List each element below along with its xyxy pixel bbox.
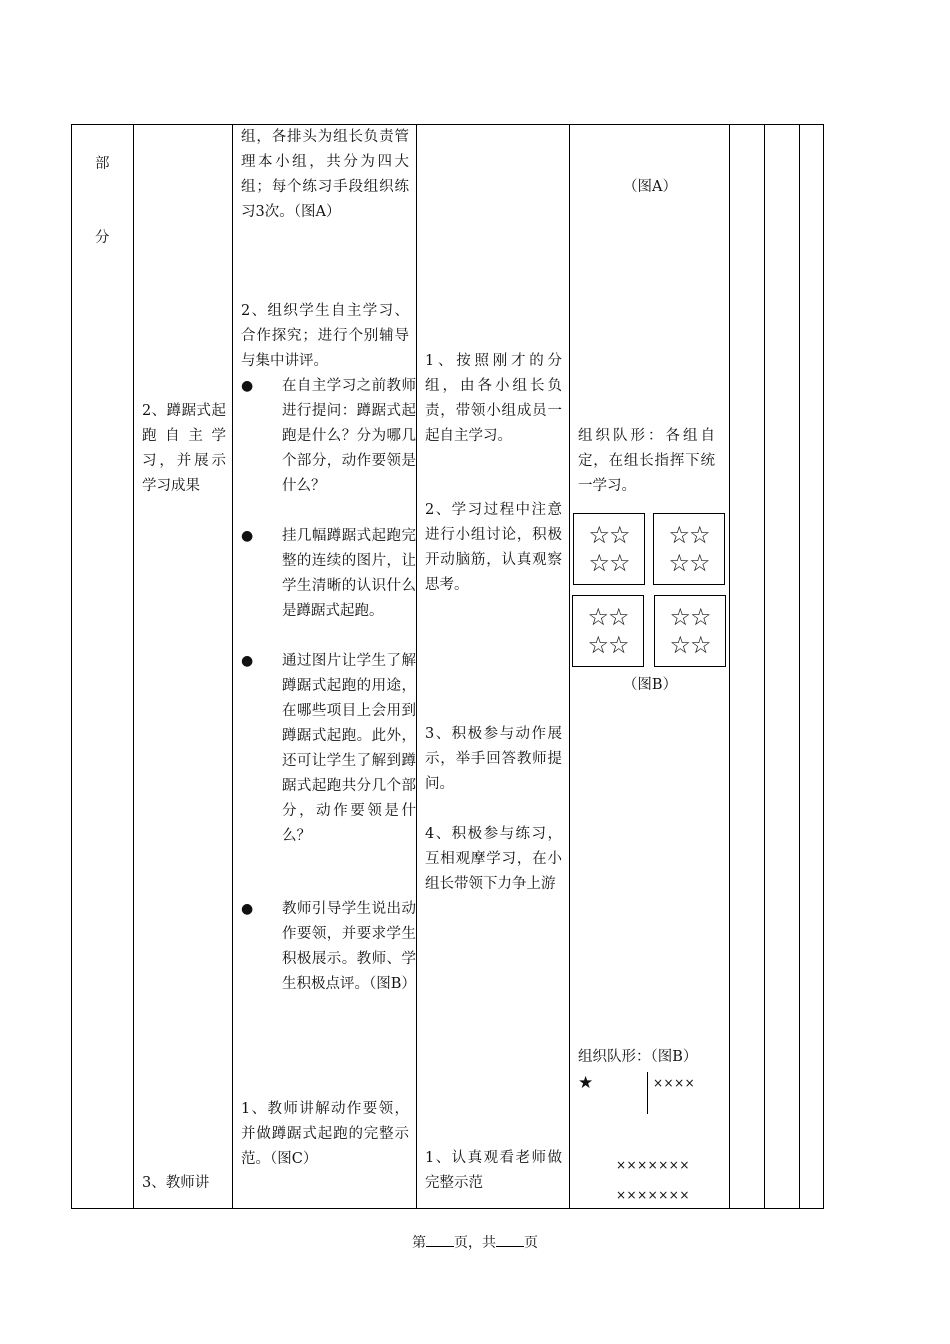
star-row: ☆☆: [588, 521, 630, 549]
bullet-dot-icon: ●: [241, 901, 254, 917]
bullet-text: 挂几幅蹲踞式起跑完整的连续的图片，让学生清晰的认识什么是蹲踞式起跑。: [282, 528, 416, 619]
bullet-dot-icon: ●: [241, 528, 254, 544]
formation-caption-2: 组织队形：（图B）: [578, 1049, 698, 1065]
formation-description: 组织队形：各组自定，在组长指挥下统一学习。: [578, 428, 715, 494]
content-column: [134, 125, 233, 1209]
part-char-2: 分: [95, 230, 110, 246]
student-step-4: 4、积极参与练习，互相观摩学习，在小组长带领下力争上游: [425, 826, 562, 892]
topic-3: 3、教师讲: [142, 1175, 210, 1191]
footer-middle: 页，共: [454, 1235, 496, 1251]
group-box: [653, 513, 725, 585]
lesson-plan-table: [71, 124, 824, 1209]
student-step-1: 1、按照刚才的分组，由各小组长负责，带领小组成员一起自主学习。: [425, 353, 562, 444]
student-row: ×××××××: [616, 1158, 690, 1172]
teacher-star-icon: ★: [578, 1073, 594, 1093]
empty-column: [765, 125, 800, 1209]
teacher-para-1: 组，各排头为组长负责管理本小组，共分为四大组；每个练习手段组织练习3次。（图A）: [241, 129, 409, 220]
topic-2: 2、蹲踞式起跑自主学习，并展示学习成果: [142, 403, 226, 494]
star-row: ☆☆: [588, 549, 630, 577]
bullet-text: 教师引导学生说出动作要领，并要求学生积极展示。教师、学生积极点评。（图B）: [282, 901, 416, 992]
star-row: ☆☆: [587, 603, 629, 631]
footer-prefix: 第: [412, 1235, 426, 1251]
page-total-blank: [496, 1232, 524, 1247]
student-step-3: 3、积极参与动作展示，举手回答教师提问。: [425, 726, 562, 792]
teacher-activity-column: [233, 125, 417, 1209]
star-row: ☆☆: [668, 549, 710, 577]
student-row: ×××××××: [616, 1188, 690, 1202]
star-row: ☆☆: [669, 603, 711, 631]
figure-a-caption: （图A）: [623, 179, 677, 195]
teacher-para-3: 1、教师讲解动作要领，并做蹲踞式起跑的完整示范。（图C）: [241, 1101, 409, 1167]
divider-line: [647, 1072, 648, 1114]
group-box: [572, 595, 644, 667]
figure-b-caption: （图B）: [622, 677, 678, 693]
page-number-blank: [426, 1232, 454, 1247]
star-row: ☆☆: [668, 521, 710, 549]
bullet-dot-icon: ●: [241, 653, 254, 669]
bullet-dot-icon: ●: [241, 378, 254, 394]
group-box: [654, 595, 726, 667]
teacher-para-2: 2、组织学生自主学习、合作探究；进行个别辅导与集中讲评。: [241, 303, 409, 369]
organization-column: [570, 125, 730, 1209]
student-row-short: ××××: [653, 1076, 696, 1090]
star-row: ☆☆: [587, 631, 629, 659]
part-column: [72, 125, 134, 1209]
footer-suffix: 页: [524, 1235, 538, 1251]
student-step-5: 1、认真观看老师做完整示范: [425, 1150, 562, 1191]
empty-column: [800, 125, 824, 1209]
bullet-text: 通过图片让学生了解蹲踞式起跑的用途，在哪些项目上会用到蹲踞式起跑。此外，还可让学生了解到蹲踞式起跑共分几个部分，动作要领是什么？: [282, 653, 416, 844]
bullet-text: 在自主学习之前教师进行提问：蹲踞式起跑是什么？分为哪几个部分，动作要领是什么？: [282, 378, 416, 494]
group-box: [573, 513, 645, 585]
star-row: ☆☆: [669, 631, 711, 659]
empty-column: [730, 125, 765, 1209]
student-step-2: 2、学习过程中注意进行小组讨论，积极开动脑筋，认真观察思考。: [425, 502, 562, 593]
page-footer: [0, 1232, 950, 1253]
student-activity-column: [417, 125, 570, 1209]
part-char-1: 部: [95, 156, 110, 172]
